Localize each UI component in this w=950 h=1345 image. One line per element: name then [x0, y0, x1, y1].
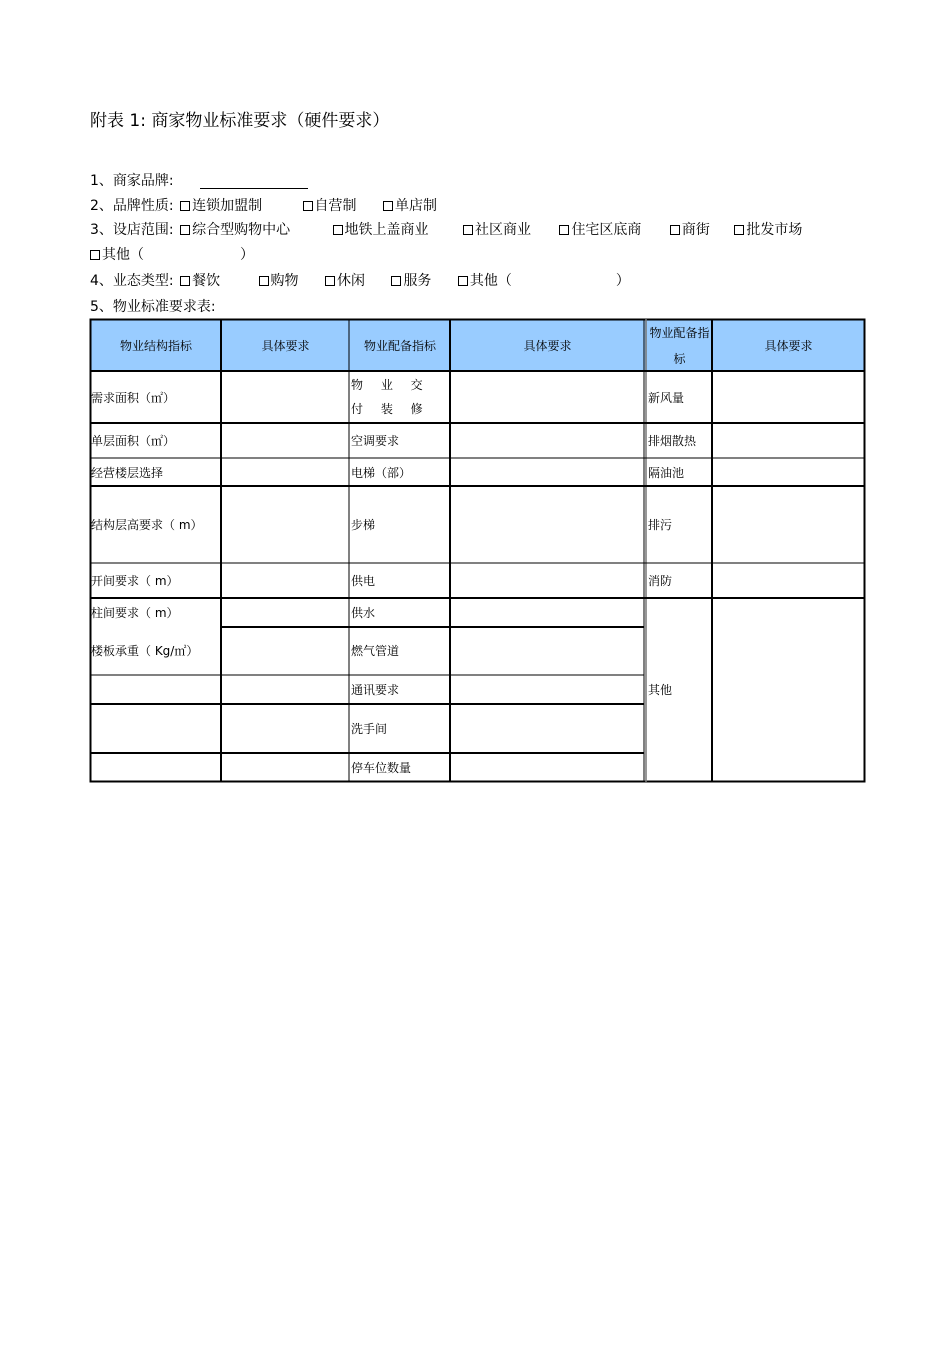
format-option-shopping[interactable]: 购物 [259, 270, 299, 290]
header-equipment-item: 物业配备指标 [363, 338, 436, 353]
header-structure-item: 物业结构指标 [119, 338, 192, 353]
header-requirement-1: 具体要求 [261, 338, 310, 353]
nature-label: 2、品牌性质: [90, 198, 174, 214]
structure-item-load: 楼板承重（ Kg/㎡） [91, 644, 199, 658]
equipment-item-telecom: 通讯要求 [351, 683, 400, 697]
scope-label: 3、设店范围: [90, 222, 174, 238]
equipment2-item-grease-trap: 隔油池 [648, 465, 685, 480]
equipment-item-restroom: 洗手间 [351, 721, 388, 736]
equipment2-item-other: 其他 [648, 683, 673, 697]
scope-option-other[interactable]: 其他（ [90, 244, 144, 264]
structure-item-floor-choice: 经营楼层选择 [91, 465, 164, 480]
equipment-item-power: 供电 [351, 574, 376, 588]
equipment2-item-exhaust: 排烟散热 [648, 434, 697, 448]
format-option-food[interactable]: 餐饮 [180, 270, 220, 290]
structure-item-bay: 开间要求（ m） [91, 574, 179, 588]
scope-option-community[interactable]: 社区商业 [463, 219, 531, 239]
equipment-item-water: 供水 [351, 605, 376, 620]
brand-label: 1、商家品牌: [90, 173, 174, 189]
equipment2-item-fresh-air: 新风量 [648, 390, 685, 405]
page-title: 附表 1: 商家物业标准要求（硬件要求） [90, 111, 390, 131]
equipment-item-fitout: 物 业 交 付 装 修 [351, 378, 430, 416]
scope-option-wholesale[interactable]: 批发市场 [734, 219, 802, 239]
equipment-item-parking: 停车位数量 [351, 760, 412, 775]
equipment-item-gas: 燃气管道 [351, 644, 400, 658]
structure-item-floor-area: 单层面积（㎡） [91, 434, 176, 448]
structure-item-height: 结构层高要求（ m） [91, 518, 203, 532]
equipment2-item-sewage: 排污 [648, 518, 673, 532]
format-line: 4、业态类型: 餐饮 购物 休闲 服务 其他（ ） [90, 270, 630, 290]
equipment-item-elevator: 电梯（部） [351, 465, 412, 480]
scope-option-residential[interactable]: 住宅区底商 [559, 219, 641, 239]
format-option-leisure[interactable]: 休闲 [325, 270, 365, 290]
header-requirement-2: 具体要求 [523, 338, 572, 353]
structure-item-area: 需求面积（㎡） [91, 390, 176, 405]
nature-option-single[interactable]: 单店制 [383, 195, 437, 215]
scope-option-mall[interactable]: 综合型购物中心 [180, 219, 290, 239]
table-label: 5、物业标准要求表: [90, 299, 216, 315]
format-option-other[interactable]: 其他（ [458, 270, 512, 290]
scope-option-street[interactable]: 商街 [670, 219, 710, 239]
equipment-item-ac: 空调要求 [351, 434, 400, 448]
scope-other-line: 其他（ ） [90, 244, 254, 264]
nature-option-chain[interactable]: 连锁加盟制 [180, 195, 262, 215]
structure-item-column: 柱间要求（ m） [91, 605, 179, 620]
equipment2-item-fire: 消防 [648, 574, 673, 588]
equipment-item-stairs: 步梯 [351, 518, 376, 532]
format-option-service[interactable]: 服务 [391, 270, 431, 290]
header-requirement-3: 具体要求 [764, 338, 813, 353]
format-label: 4、业态类型: [90, 273, 174, 289]
nature-option-self[interactable]: 自营制 [303, 195, 357, 215]
header-equipment-item-2: 物业配备指标 [649, 325, 710, 366]
scope-option-metro[interactable]: 地铁上盖商业 [333, 219, 429, 239]
